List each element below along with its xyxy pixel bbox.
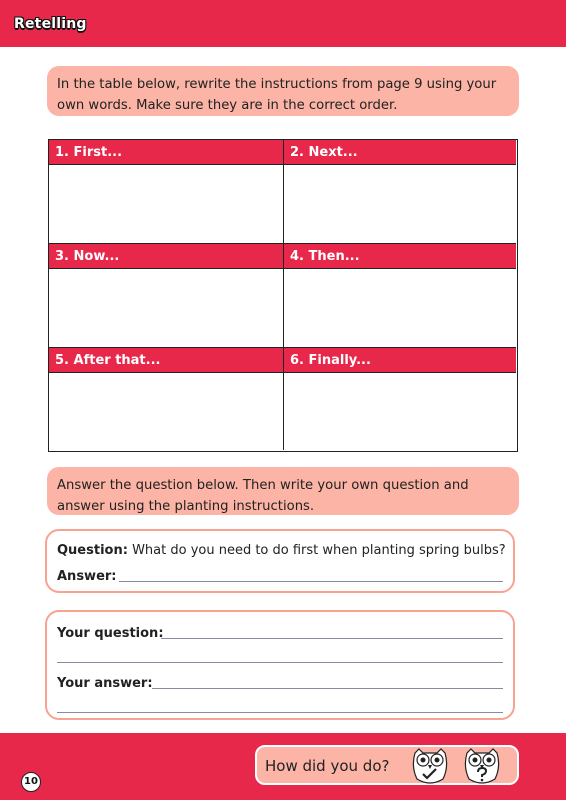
your-question-write-line-1[interactable] xyxy=(161,638,503,639)
your-answer-write-line-1[interactable] xyxy=(152,688,503,689)
your-question-label xyxy=(57,626,164,641)
section-title: Retelling xyxy=(14,16,87,32)
step-heading-3: 3. Now... xyxy=(49,244,283,269)
step-cell-5[interactable] xyxy=(49,348,284,450)
your-question-label-text: Your question: xyxy=(57,626,164,641)
step-heading-4: 4. Then... xyxy=(284,244,516,269)
step-cell-1[interactable] xyxy=(49,140,284,244)
table-instructions: In the table below, rewrite the instructions from page 9 using your own words. Make sure they are in the correct order. xyxy=(47,66,519,116)
your-answer-label xyxy=(57,676,153,691)
step-cell-4[interactable] xyxy=(284,244,516,348)
owl-check-icon[interactable] xyxy=(405,747,455,787)
step-cell-2[interactable] xyxy=(284,140,516,244)
given-question-box xyxy=(45,529,515,593)
step-heading-5: 5. After that... xyxy=(49,348,283,373)
question-instructions: Answer the question below. Then write your own question and answer using the planting instructions. xyxy=(47,467,519,515)
page-number: 10 xyxy=(21,772,41,792)
sequence-table xyxy=(48,139,518,452)
your-answer-label-text: Your answer: xyxy=(57,676,153,691)
self-assessment-panel xyxy=(255,745,519,785)
self-assessment-text: How did you do? xyxy=(265,757,390,775)
your-question-write-line-2[interactable] xyxy=(57,662,503,663)
question-text: What do you need to do first when planting spring bulbs? xyxy=(132,543,506,558)
step-heading-1: 1. First... xyxy=(49,140,283,165)
answer-write-line[interactable] xyxy=(119,581,503,582)
answer-label xyxy=(57,569,117,584)
header-bar xyxy=(0,0,566,47)
step-cell-3[interactable] xyxy=(49,244,284,348)
step-heading-2: 2. Next... xyxy=(284,140,516,165)
answer-label-text: Answer: xyxy=(57,569,117,584)
question-label: Question: xyxy=(57,543,128,558)
step-cell-6[interactable] xyxy=(284,348,516,450)
step-heading-6: 6. Finally... xyxy=(284,348,516,373)
question-line xyxy=(57,543,506,558)
your-answer-write-line-2[interactable] xyxy=(57,712,503,713)
owl-question-icon[interactable] xyxy=(457,747,507,787)
your-question-box xyxy=(45,610,515,720)
